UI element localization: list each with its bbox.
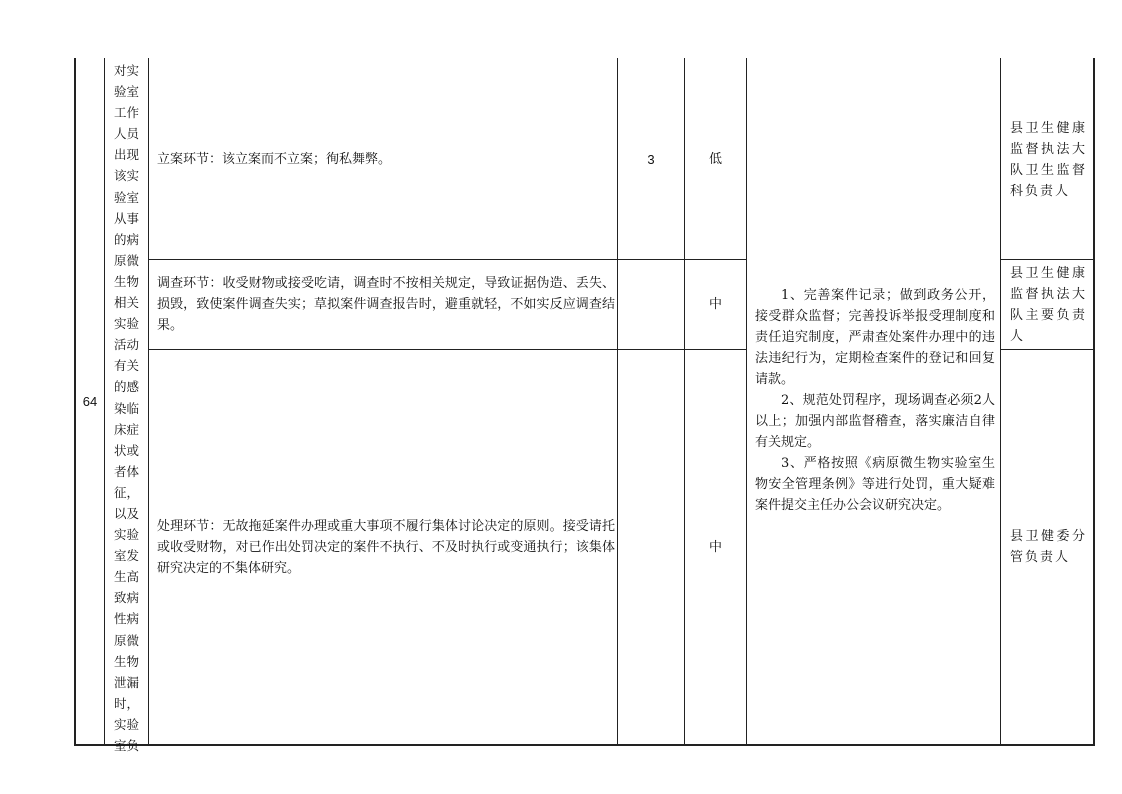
risk-item-line: 的感 <box>113 379 139 395</box>
responsible-text: 县卫生健康监督执法大队主要负责人 <box>1010 265 1087 344</box>
risk-item-line: 生物 <box>113 653 139 669</box>
risk-item-line: 以及 <box>113 505 139 521</box>
responsible-person <box>1001 260 1093 349</box>
table-col-divider <box>148 58 149 746</box>
risk-item-line: 出现 <box>113 147 139 163</box>
risk-item-line: 的病 <box>113 231 139 247</box>
stage-description <box>157 260 615 349</box>
probability-value <box>618 350 684 744</box>
risk-item-line: 相关 <box>113 295 139 311</box>
risk-item-line: 原微 <box>113 252 139 268</box>
risk-item-line: 工作 <box>113 105 139 121</box>
stage-description-text: 处理环节：无故拖延案件办理或重大事项不履行集体讨论决定的原则。接受请托或收受财物，对已作出处罚决定的案件不执行、不及时执行或变通执行；该集体研究决定的不集体研究。 <box>157 518 615 576</box>
risk-item-line: 性病 <box>113 611 139 627</box>
measure-item: 2、规范处罚程序，现场调查必须2人以上；加强内部监督稽查，落实廉洁自律有关规定。 <box>755 393 995 450</box>
risk-level: 中 <box>708 297 722 312</box>
risk-item-line: 人员 <box>113 126 139 142</box>
risk-item-line: 状或 <box>113 442 139 458</box>
risk-item-line: 活动 <box>113 337 139 353</box>
risk-item-line: 实验 <box>113 316 139 332</box>
risk-item-line: 室负 <box>113 738 139 753</box>
risk-level: 中 <box>708 539 722 555</box>
responsible-person <box>1001 350 1093 744</box>
responsible-person <box>1001 60 1093 259</box>
risk-item-line: 泄漏 <box>113 674 139 690</box>
stage-description <box>157 350 615 744</box>
risk-item-line: 致病 <box>113 590 139 606</box>
risk-item-line: 实验 <box>113 527 139 543</box>
risk-item-line: 征， <box>113 484 139 500</box>
stage-description <box>157 60 612 259</box>
responsible-text: 县卫健委分管负责人 <box>1010 529 1087 565</box>
risk-item-text <box>105 58 148 753</box>
risk-item-line: 生物 <box>113 273 139 289</box>
risk-item-line: 生高 <box>113 569 139 585</box>
responsible-text: 县卫生健康监督执法大队卫生监督科负责人 <box>1010 120 1087 199</box>
stage-description-text: 立案环节：该立案而不立案；徇私舞弊。 <box>157 152 392 167</box>
risk-item-line: 时， <box>113 695 139 711</box>
risk-item-line: 有关 <box>113 358 139 374</box>
table-border-bottom <box>74 744 1095 746</box>
measure-item: 3、严格按照《病原微生物实验室生物安全管理条例》等进行处罚，重大疑难案件提交主任办公会议研究决定。 <box>755 456 995 513</box>
probability-value <box>618 260 684 349</box>
risk-item-line: 该实 <box>113 168 139 184</box>
prevention-measures <box>747 285 1000 516</box>
risk-item-line: 验室 <box>113 189 139 205</box>
risk-level: 低 <box>708 152 722 167</box>
table-border-right <box>1093 58 1095 746</box>
risk-item-line: 者体 <box>113 463 139 479</box>
risk-item-line: 从事 <box>113 210 139 226</box>
stage-description-text: 调查环节：收受财物或接受吃请，调查时不按相关规定，导致证据伪造、丢失、损毁，致使案件调查失实；草拟案件调查报告时，避重就轻，不如实反应调查结果。 <box>157 276 615 333</box>
probability-value: 3 <box>647 152 655 167</box>
row-number: 64 <box>82 393 98 409</box>
risk-item-line: 床症 <box>113 421 139 437</box>
measure-item: 1、完善案件记录；做到政务公开，接受群众监督；完善投诉举报受理制度和责任追究制度，严肃查处案件办理中的违法违纪行为，定期检查案件的登记和回复请款。 <box>755 288 995 387</box>
risk-item-line: 验室 <box>113 84 139 100</box>
risk-item-line: 实验 <box>113 716 139 732</box>
risk-item-line: 染临 <box>113 400 139 416</box>
risk-item-line: 原微 <box>113 632 139 648</box>
risk-item-line: 对实 <box>113 63 139 78</box>
risk-item-line: 室发 <box>113 548 139 564</box>
